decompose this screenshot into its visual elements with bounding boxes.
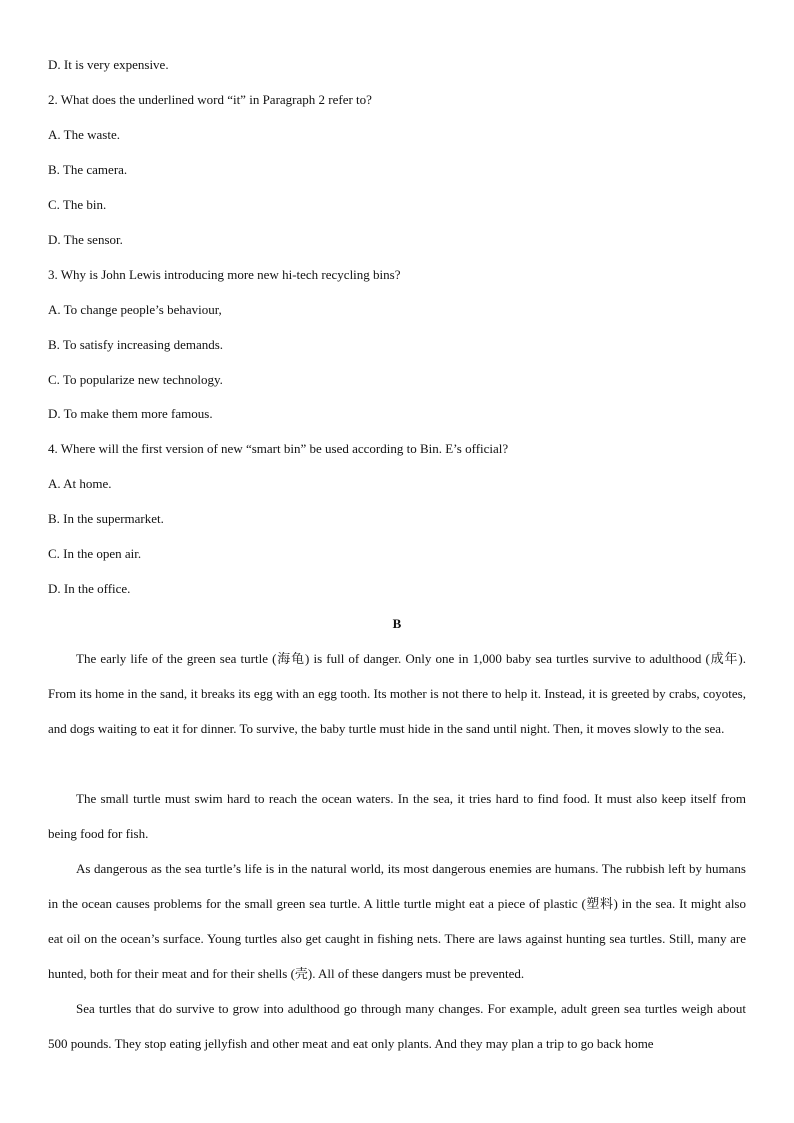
q4-stem: 4. Where will the first version of new “smart bin” be used according to Bin. E’s official? [48,441,509,456]
q4-option-b: B. In the supermarket. [48,511,164,526]
q4-option-d: D. In the office. [48,581,131,596]
passage-paragraph-4: Sea turtles that do survive to grow into adulthood go through many changes. For example, adult green sea turtles weigh about 500 pounds. They stop eating jellyfish and other meat and eat only plants. And they may plan a trip to go back home [48,1001,746,1051]
q4-option-a: A. At home. [48,476,112,491]
passage-paragraph-1: The early life of the green sea turtle (海龟) is full of danger. Only one in 1,000 baby sea turtles survive to adulthood (成年). From its home in the sand, it breaks its egg with an egg tooth. Its mother is not there to help it. Instead, it is greeted by crabs, coyotes, and dogs waiting to eat it for dinner. To survive, the baby turtle must hide in the sand until night. Then, it moves slowly to the sea. [48,651,746,736]
q3-option-b: B. To satisfy increasing demands. [48,337,224,352]
passage-paragraph-3: As dangerous as the sea turtle’s life is in the natural world, its most dangerous enemies are humans. The rubbish left by humans in the ocean causes problems for the small green sea turtle. A little turtle might eat a piece of plastic (塑料) in the sea. It might also eat oil on the ocean’s surface. Young turtles also get caught in fishing nets. There are laws against hunting sea turtles. Still, many are hunted, both for their meat and for their shells (壳). All of these dangers must be prevented. [48,861,746,981]
q2-option-b: B. The camera. [48,162,128,177]
q3-option-c: C. To popularize new technology. [48,372,223,387]
q3-stem: 3. Why is John Lewis introducing more new hi-tech recycling bins? [48,267,401,282]
passage-paragraph-2: The small turtle must swim hard to reach the ocean waters. In the sea, it tries hard to find food. It must also keep itself from being food for fish. [48,791,746,841]
q4-option-c: C. In the open air. [48,546,142,561]
q2-stem: 2. What does the underlined word “it” in Paragraph 2 refer to? [48,92,372,107]
section-heading: B [392,616,402,631]
q2-option-c: C. The bin. [48,197,107,212]
q1-option-d: D. It is very expensive. [48,57,169,72]
q3-option-a: A. To change people’s behaviour, [48,302,222,317]
q2-option-d: D. The sensor. [48,232,123,247]
q2-option-a: A. The waste. [48,127,120,142]
q3-option-d: D. To make them more famous. [48,406,213,421]
